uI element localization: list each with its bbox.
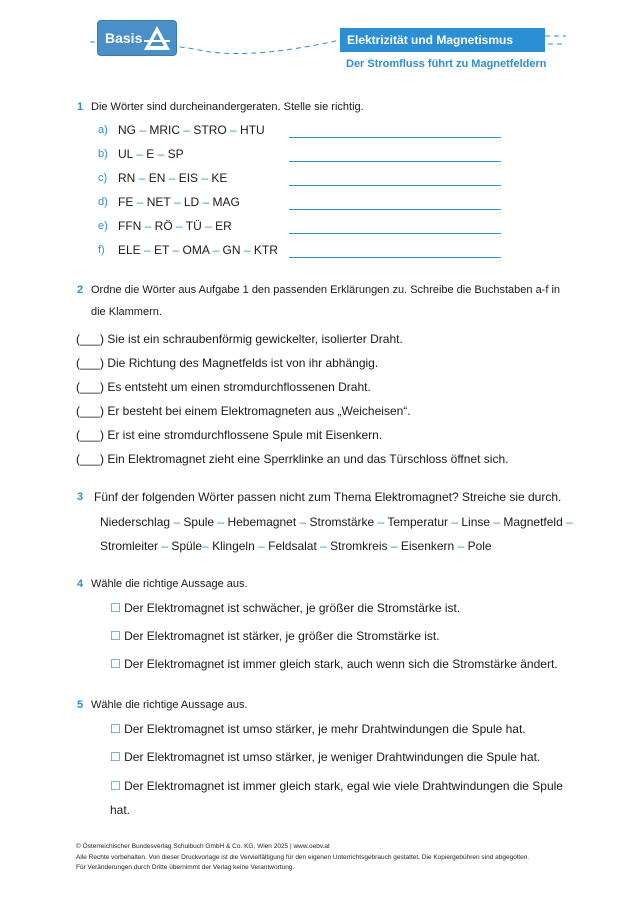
option-row[interactable] xyxy=(110,601,460,615)
option-text: Der Elektromagnet ist umso stärker, je mehr Drahtwindungen die Spule hat. xyxy=(120,722,526,736)
word-part: ET xyxy=(154,243,170,257)
candidate-word[interactable]: Temperatur xyxy=(387,515,449,529)
answer-bracket[interactable]: (___) xyxy=(76,380,105,394)
dash-separator: – xyxy=(198,171,212,185)
task1-prompt: Die Wörter sind durcheinandergeraten. Stelle sie richtig. xyxy=(91,101,364,113)
task4-number: 4 xyxy=(77,578,84,590)
word-part: ELE xyxy=(118,243,141,257)
option-row[interactable] xyxy=(110,629,440,643)
dash-separator: – xyxy=(562,515,573,529)
candidate-word[interactable]: Feldsalat xyxy=(268,539,317,553)
word-part: TÜ xyxy=(185,219,202,233)
item-letter: a) xyxy=(98,124,108,136)
dash-separator: – xyxy=(226,123,241,137)
item-letter: f) xyxy=(98,244,105,256)
task3-word-line-1 xyxy=(100,515,573,529)
answer-bracket[interactable]: (___) xyxy=(76,428,105,442)
dash-separator: – xyxy=(387,539,401,553)
candidate-word[interactable]: Niederschlag xyxy=(100,515,171,529)
answer-bracket[interactable]: (___) xyxy=(76,404,105,418)
word-part: GN xyxy=(222,243,241,257)
word-part: FFN xyxy=(118,219,142,233)
task3-word-line-2 xyxy=(100,539,492,553)
assignment-row xyxy=(76,452,508,466)
option-text: Der Elektromagnet ist umso stärker, je weniger Drahtwindungen die Spule hat. xyxy=(120,750,541,764)
checkbox-icon[interactable]: ☐ xyxy=(110,750,121,764)
word-part: MRIC xyxy=(149,123,181,137)
candidate-word[interactable]: Stromleiter xyxy=(100,539,159,553)
assignment-row xyxy=(76,356,378,370)
dash-separator: – xyxy=(296,515,310,529)
assignment-row xyxy=(76,380,371,394)
word-part: MAG xyxy=(212,195,240,209)
dash-separator: – xyxy=(454,539,468,553)
scramble-row xyxy=(98,196,508,216)
assignment-row xyxy=(76,332,403,346)
task4-prompt: Wähle die richtige Aussage aus. xyxy=(91,578,248,590)
scramble-row xyxy=(98,124,508,144)
option-text: Der Elektromagnet ist immer gleich stark, egal wie viele Drahtwindungen die Spule xyxy=(124,779,563,793)
word-part: FE xyxy=(118,195,134,209)
candidate-word[interactable]: Stromkreis xyxy=(330,539,388,553)
dash-separator: – xyxy=(154,147,168,161)
option-text: Der Elektromagnet ist schwächer, je größer die Stromstärke ist. xyxy=(120,601,461,615)
dash-separator: – xyxy=(135,171,149,185)
dash-separator: – xyxy=(209,243,223,257)
word-part: EIS xyxy=(178,171,199,185)
answer-bracket[interactable]: (___) xyxy=(76,356,105,370)
answer-line[interactable] xyxy=(289,208,501,210)
task3-prompt: Fünf der folgenden Wörter passen nicht zum Thema Elektromagnet? Streiche sie durch. xyxy=(94,490,562,504)
candidate-word[interactable]: Klingeln xyxy=(212,539,255,553)
dash-separator: – xyxy=(165,171,179,185)
dash-separator: – xyxy=(202,539,213,553)
dash-separator: – xyxy=(158,539,172,553)
logo-triangle-icon xyxy=(142,24,172,52)
word-part: RÖ xyxy=(154,219,173,233)
word-part: SP xyxy=(167,147,184,161)
dash-separator: – xyxy=(374,515,388,529)
dash-separator: – xyxy=(132,147,147,161)
option-row[interactable] xyxy=(110,722,526,736)
dash-separator: – xyxy=(448,515,462,529)
task2-prompt-line2: die Klammern. xyxy=(91,306,162,318)
item-letter: d) xyxy=(98,196,108,208)
statement-text: Er ist eine stromdurchflossene Spule mit Eisenkern. xyxy=(104,428,383,442)
dash-separator: – xyxy=(490,515,504,529)
dash-separator: – xyxy=(136,123,150,137)
task1-number: 1 xyxy=(77,101,84,113)
dash-separator: – xyxy=(172,219,186,233)
scrambled-word xyxy=(118,243,278,257)
task5-option-3-line2: hat. xyxy=(110,803,131,817)
assignment-row xyxy=(76,404,411,418)
answer-line[interactable] xyxy=(289,232,501,234)
checkbox-icon[interactable]: ☐ xyxy=(110,629,121,643)
option-text: Der Elektromagnet ist immer gleich stark, auch wenn sich die Stromstärke ändert. xyxy=(120,657,558,671)
candidate-word[interactable]: Stromstärke xyxy=(309,515,375,529)
task5-prompt: Wähle die richtige Aussage aus. xyxy=(91,699,248,711)
dash-separator: – xyxy=(170,515,184,529)
checkbox-icon[interactable]: ☐ xyxy=(110,779,121,793)
statement-text: Die Richtung des Magnetfelds ist von ihr abhängig. xyxy=(104,356,379,370)
word-part: STRO xyxy=(193,123,227,137)
scramble-row xyxy=(98,220,508,240)
dash-separator: – xyxy=(141,219,155,233)
subject-title: Elektrizität und Magnetismus xyxy=(347,33,514,47)
word-part: HTU xyxy=(240,123,265,137)
option-row[interactable] xyxy=(110,657,558,671)
checkbox-icon[interactable]: ☐ xyxy=(110,657,121,671)
word-part: ER xyxy=(215,219,232,233)
item-letter: b) xyxy=(98,148,108,160)
option-row[interactable] xyxy=(110,750,540,764)
checkbox-icon[interactable]: ☐ xyxy=(110,601,121,615)
scramble-row xyxy=(98,244,508,264)
candidate-word[interactable]: Hebemagnet xyxy=(227,515,297,529)
dash-separator: – xyxy=(169,243,183,257)
word-part: KE xyxy=(211,171,228,185)
item-letter: e) xyxy=(98,220,108,232)
scrambled-word xyxy=(118,171,227,185)
word-part: OMA xyxy=(182,243,210,257)
dash-separator: – xyxy=(240,243,254,257)
dash-separator: – xyxy=(316,539,331,553)
dash-separator: – xyxy=(199,195,213,209)
candidate-word[interactable]: Eisenkern xyxy=(400,539,455,553)
word-part: NG xyxy=(118,123,136,137)
answer-line[interactable] xyxy=(289,160,501,162)
answer-bracket[interactable]: (___) xyxy=(76,452,105,466)
footer xyxy=(76,842,529,874)
option-text: Der Elektromagnet ist stärker, je größer die Stromstärke ist. xyxy=(120,629,440,643)
candidate-word[interactable]: Spule xyxy=(183,515,215,529)
word-part: KTR xyxy=(253,243,278,257)
answer-line[interactable] xyxy=(289,256,501,258)
logo-text: Basis xyxy=(105,30,143,46)
candidate-word[interactable]: Linse xyxy=(461,515,491,529)
dash-separator: – xyxy=(133,195,147,209)
footer-rights: Alle Rechte vorbehalten. Von dieser Druckvorlage ist die Vervielfältigung für den eigenen Unterrichtsgebrauch gestattet. Die Kopiergebühren sind abgegolten. xyxy=(76,853,530,861)
statement-text: Er besteht bei einem Elektromagneten aus „Weicheisen“. xyxy=(104,404,411,418)
dash-separator: – xyxy=(214,515,228,529)
assignment-row xyxy=(76,428,382,442)
dash-separator: – xyxy=(254,539,269,553)
word-part: E xyxy=(146,147,155,161)
answer-line[interactable] xyxy=(289,184,501,186)
answer-line[interactable] xyxy=(289,136,501,138)
dash-separator: – xyxy=(180,123,194,137)
task5-option-3[interactable] xyxy=(110,779,563,793)
word-part: UL xyxy=(118,147,133,161)
answer-bracket[interactable]: (___) xyxy=(76,332,105,346)
word-part: RN xyxy=(118,171,136,185)
task2-number: 2 xyxy=(77,284,84,296)
footer-copyright: © Österreichischer Bundesverlag Schulbuch GmbH & Co. KG, Wien 2025 | www.oebv.at xyxy=(76,843,330,850)
item-letter: c) xyxy=(98,172,108,184)
task3-number: 3 xyxy=(77,491,84,503)
scrambled-word xyxy=(118,195,240,209)
dash-separator: – xyxy=(201,219,216,233)
task2-prompt-line1: Ordne die Wörter aus Aufgabe 1 den passenden Erklärungen zu. Schreibe die Buchstaben a-f in xyxy=(91,284,561,296)
task5-number: 5 xyxy=(77,699,84,711)
candidate-word[interactable]: Spüle xyxy=(171,539,203,553)
subject-banner xyxy=(340,28,545,52)
statement-text: Sie ist ein schraubenförmig gewickelter, isolierter Draht. xyxy=(104,332,403,346)
topic-title: Der Stromfluss führt zu Magnetfeldern xyxy=(346,58,547,70)
candidate-word[interactable]: Magnetfeld xyxy=(503,515,563,529)
dash-separator: – xyxy=(170,195,184,209)
dash-separator: – xyxy=(140,243,155,257)
candidate-word[interactable]: Pole xyxy=(467,539,492,553)
scramble-row xyxy=(98,172,508,192)
scrambled-word xyxy=(118,219,232,233)
word-part: NET xyxy=(146,195,171,209)
footer-disclaimer: Für Veränderungen durch Dritte übernimmt der Verlag keine Verantwortung. xyxy=(76,864,295,871)
scrambled-word xyxy=(118,123,265,137)
scrambled-word xyxy=(118,147,184,161)
logo xyxy=(97,20,177,56)
word-part: LD xyxy=(183,195,200,209)
statement-text: Es entsteht um einen stromdurchflossenen Draht. xyxy=(104,380,371,394)
checkbox-icon[interactable]: ☐ xyxy=(110,722,121,736)
word-part: EN xyxy=(148,171,166,185)
statement-text: Ein Elektromagnet zieht eine Sperrklinke an und das Türschloss öffnet sich. xyxy=(104,452,509,466)
scramble-row xyxy=(98,148,508,168)
